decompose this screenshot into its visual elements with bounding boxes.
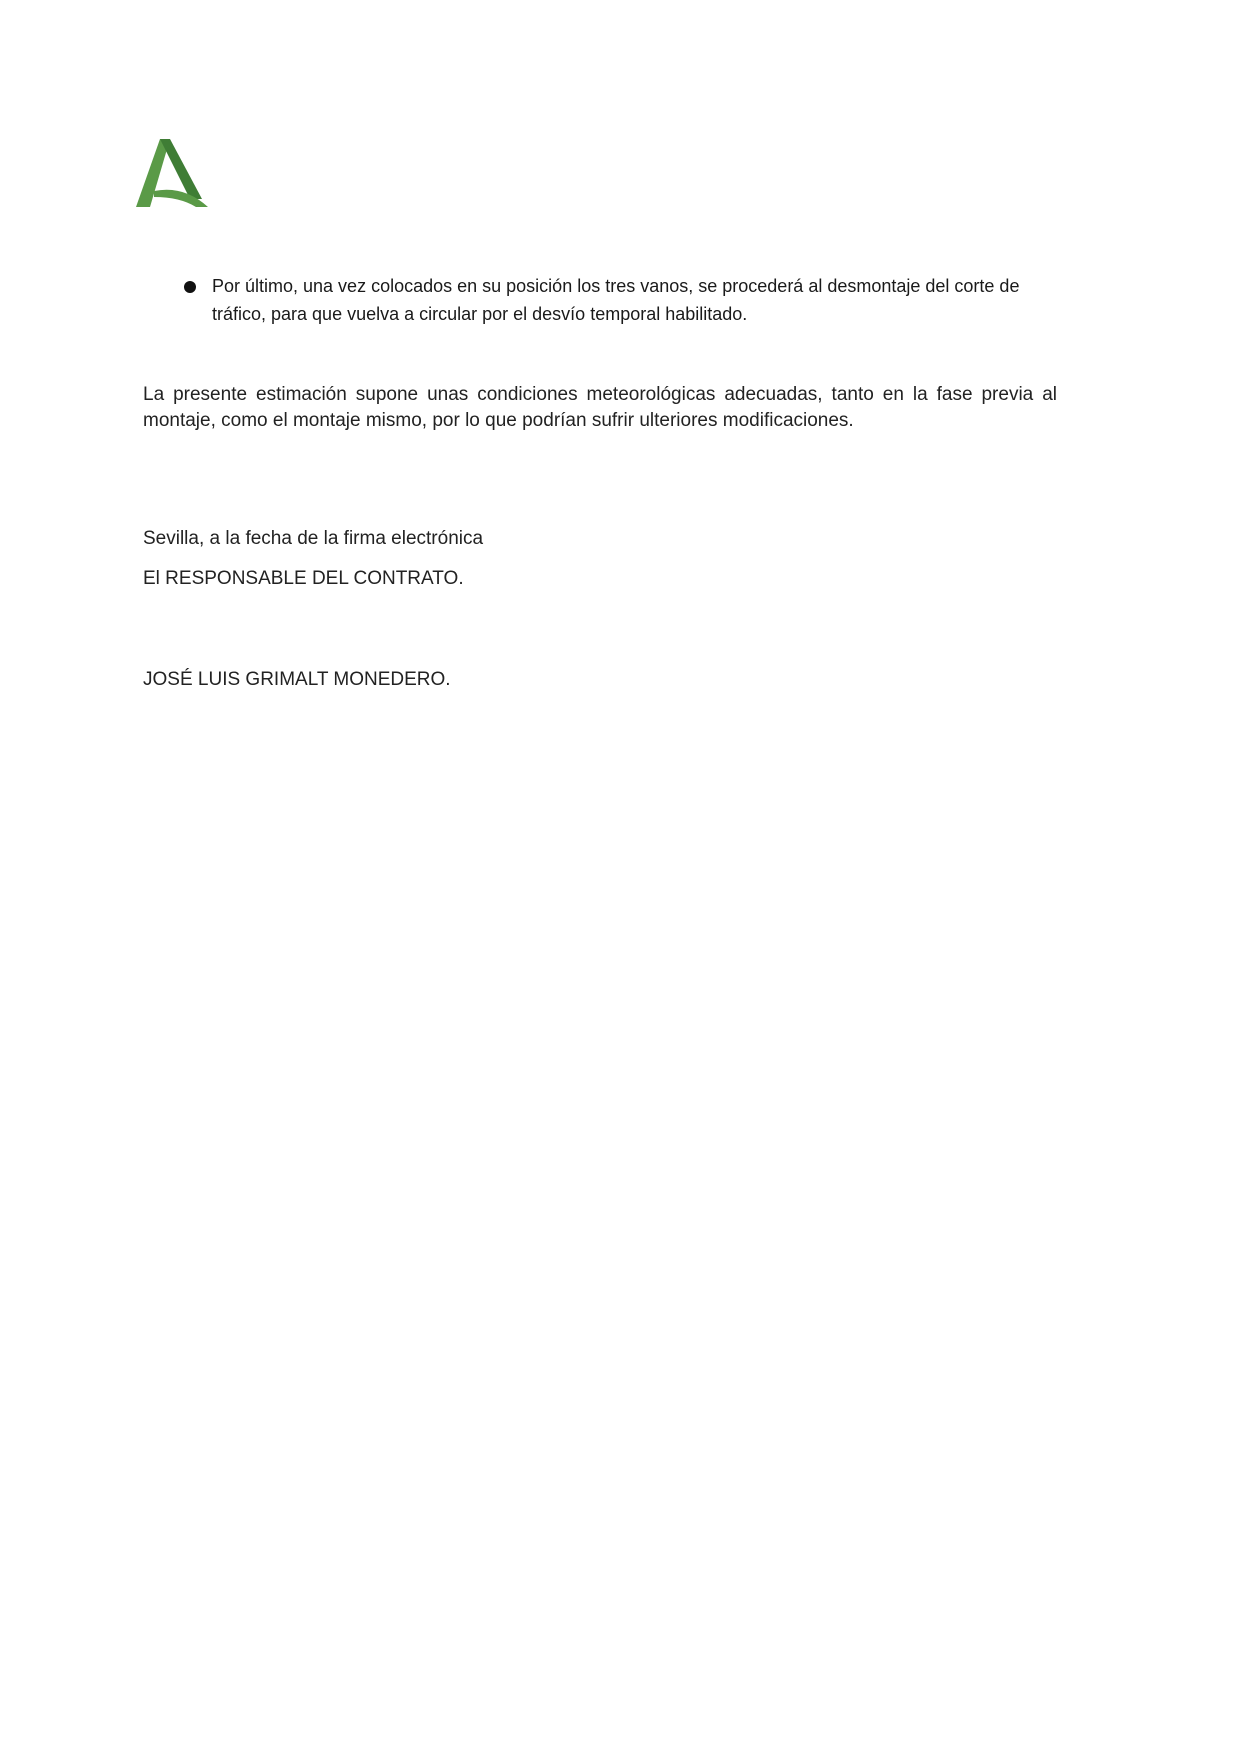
body-paragraph: La presente estimación supone unas condiciones meteorológicas adecuadas, tanto en la fase previa al montaje, como el montaje mismo, por lo que podrían sufrir ulteriores modificaciones.	[143, 384, 1057, 431]
junta-andalucia-logo-icon	[136, 139, 216, 207]
signature-name: JOSÉ LUIS GRIMALT MONEDERO.	[143, 669, 451, 690]
signature-place-date: Sevilla, a la fecha de la firma electrónica	[143, 528, 484, 549]
bullet-list-item	[184, 272, 1064, 328]
bullet-dot-icon	[184, 281, 196, 293]
bullet-text: Por último, una vez colocados en su posición los tres vanos, se procederá al desmontaje del corte de tráfico, para que vuelva a circular por el desvío temporal habilitado.	[212, 276, 1020, 324]
signature-role: El RESPONSABLE DEL CONTRATO.	[143, 568, 464, 589]
